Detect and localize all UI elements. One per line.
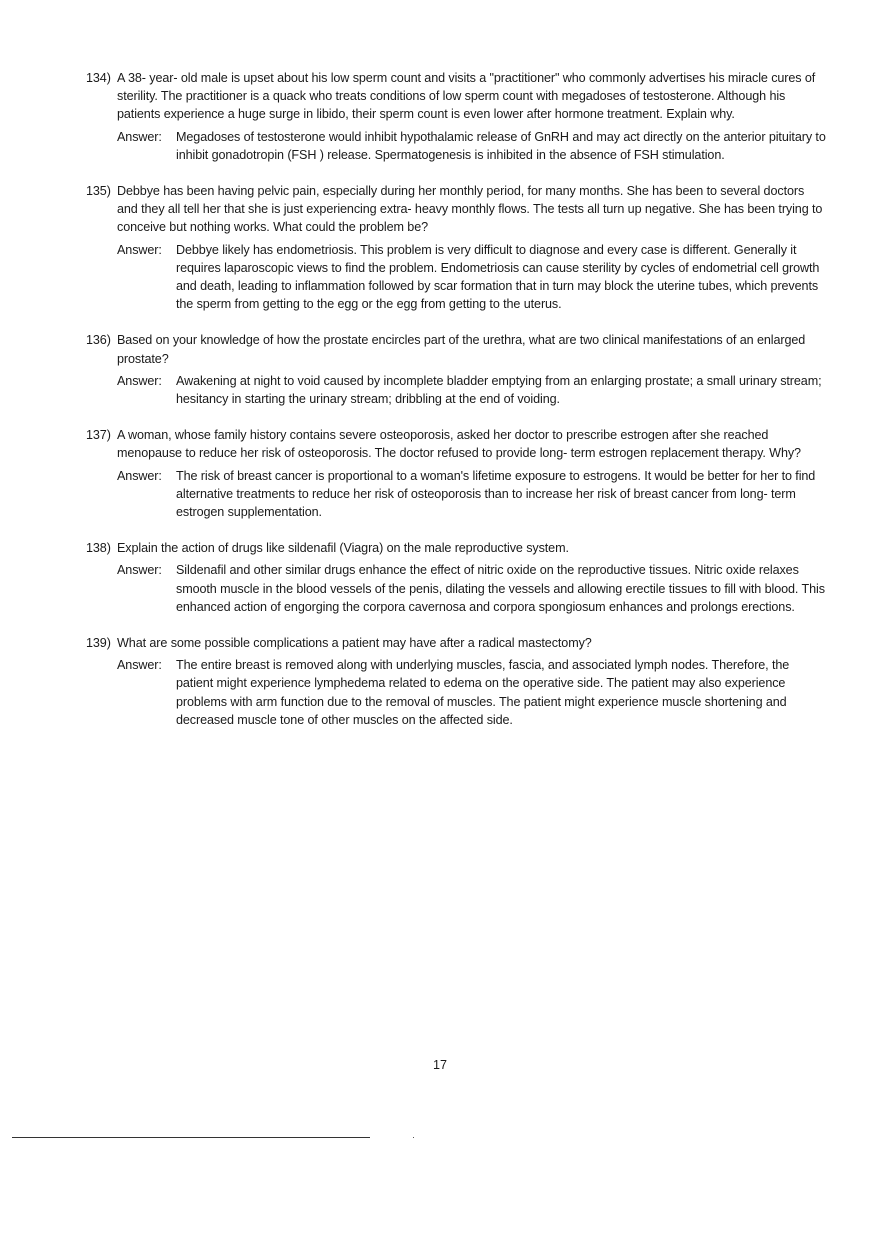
question-number: 136) [86, 333, 111, 348]
question-list [86, 69, 826, 747]
answer-text: The risk of breast cancer is proportional to a woman's lifetime exposure to estrogens. It would be better for her to find alternative treatments to reduce her risk of osteoporosis than to increase her risk of breast cancer from long- term estrogen supplementation. [176, 468, 816, 520]
answer-label: Answer: [117, 129, 162, 144]
question-number: 134) [86, 71, 111, 85]
answer [117, 241, 826, 314]
question-number: 137) [86, 428, 111, 443]
question-text: Explain the action of drugs like sildenafil (Viagra) on the male reproductive system. [117, 541, 569, 556]
footer-mark [413, 1137, 414, 1138]
answer-label: Answer: [117, 468, 162, 483]
question-text: Based on your knowledge of how the prostate encircles part of the urethra, what are two clinical manifestations of an enlarged prostate? [117, 333, 806, 366]
answer-text: Debbye likely has endometriosis. This problem is very difficult to diagnose and every case is different. Generally it requires laparoscopic views to find the problem. Endometriosis can cause sterility by cycles of endometrial cell growth and death, leading to inflammation followed by scar formation that in turn may block the uterine tubes, which prevents the sperm from getting to the egg or the egg from getting to the uterus. [176, 242, 820, 312]
answer [117, 372, 826, 408]
question-text: A 38- year- old male is upset about his low sperm count and visits a "practitioner" who commonly advertises his miracle cures of sterility. The practitioner is a quack who treats conditions of low sperm count with megadoses of testosterone. Although his patients experience a huge surge in libido, their sperm count is even lower after hormone treatment. Explain why. [117, 71, 816, 122]
answer-label: Answer: [117, 563, 162, 578]
page-number: 17 [432, 1058, 447, 1072]
answer [117, 128, 826, 164]
question-block-134 [86, 69, 826, 164]
question [86, 331, 826, 367]
footer-rule [12, 1137, 370, 1138]
question-text: What are some possible complications a patient may have after a radical mastectomy? [117, 636, 592, 651]
question-text: Debbye has been having pelvic pain, especially during her monthly period, for many months. She has been to several doctors and they all tell her that she is just experiencing extra- heavy monthly flows. The tests all turn up negative. She has been trying to conceive but nothing works. What could the problem be? [117, 184, 823, 235]
answer [117, 467, 826, 522]
answer-label: Answer: [117, 373, 162, 388]
question-block-138 [86, 539, 826, 616]
answer-text: The entire breast is removed along with underlying muscles, fascia, and associated lymph nodes. Therefore, the patient might experience lymphedema related to edema on the operative side. The patient may also experience problems with arm function due to the removal of muscles. The patient might experience muscle shortening and decreased muscle tone of other muscles on the affected side. [176, 658, 790, 727]
question-block-135 [86, 182, 826, 313]
answer-text: Sildenafil and other similar drugs enhance the effect of nitric oxide on the reproductive tissues. Nitric oxide relaxes smooth muscle in the blood vessels of the penis, dilating the vessels and allowing erectile tissues to fill with blood. This enhanced action of engorging the corpora cavernosa and corpora spongiosum enhances and prolongs erections. [176, 563, 825, 614]
answer [117, 656, 826, 729]
question-block-137 [86, 426, 826, 521]
question-number: 138) [86, 541, 111, 556]
question [86, 69, 826, 124]
answer [117, 561, 826, 616]
question [86, 634, 826, 652]
answer-label: Answer: [117, 242, 162, 257]
question-number: 135) [86, 184, 111, 199]
answer-label: Answer: [117, 658, 162, 673]
question [86, 182, 826, 237]
question-text: A woman, whose family history contains severe osteoporosis, asked her doctor to prescribe estrogen after she reached menopause to reduce her risk of osteoporosis. The doctor refused to provide long- term estrogen replacement therapy. Why? [117, 428, 801, 461]
question [86, 539, 826, 557]
question-block-136 [86, 331, 826, 408]
answer-text: Awakening at night to void caused by incomplete bladder emptying from an enlarging prostate; a small urinary stream; hesitancy in starting the urinary stream; dribbling at the end of voiding. [176, 373, 822, 407]
question-number: 139) [86, 636, 111, 651]
question-block-139 [86, 634, 826, 729]
answer-text: Megadoses of testosterone would inhibit hypothalamic release of GnRH and may act directly on the anterior pituitary to inhibit gonadotropin (FSH ) release. Spermatogenesis is inhibited in the absence of FSH stimulation. [176, 129, 826, 162]
question [86, 426, 826, 462]
